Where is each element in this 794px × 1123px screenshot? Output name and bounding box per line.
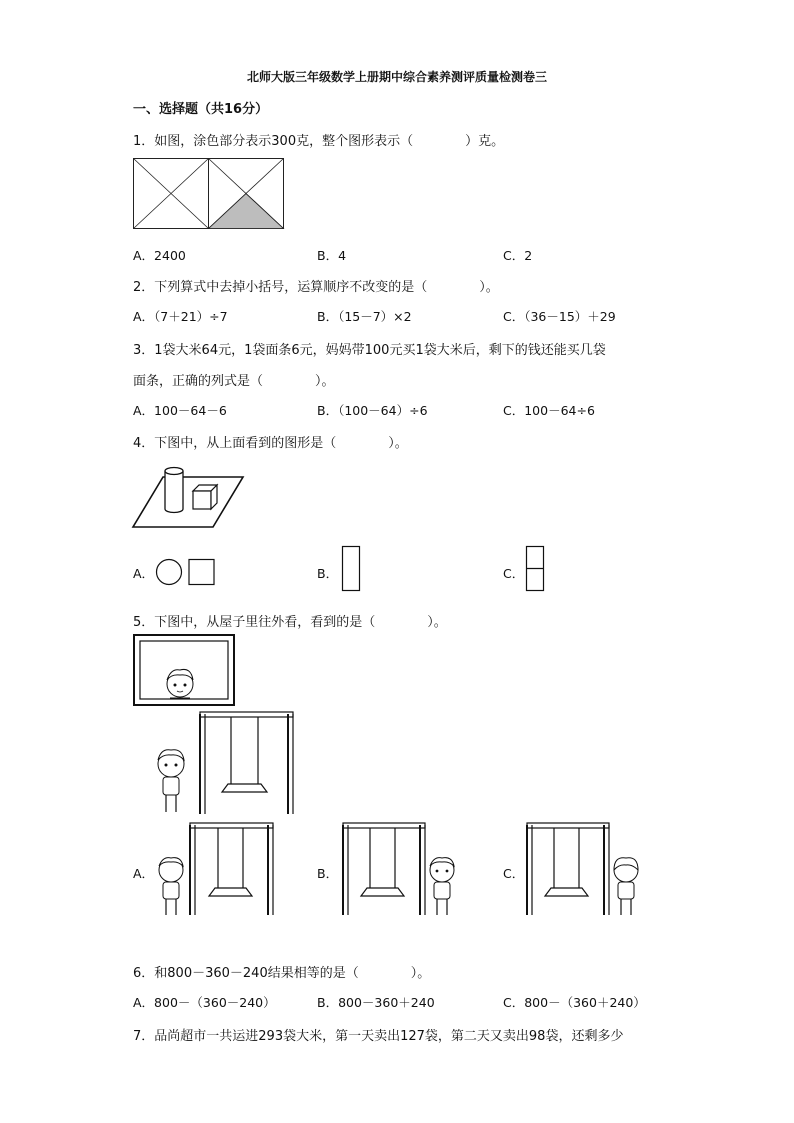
q4-option-b-rectangle-icon xyxy=(341,545,363,593)
q1-rectangle-figure xyxy=(133,158,285,230)
q5-window-and-swing-scene xyxy=(133,634,303,820)
q1-option-a: A．2400 xyxy=(133,248,186,263)
question-1-stem: 1．如图，涂色部分表示300克，整个图形表示（ ）克。 xyxy=(133,134,505,149)
q5-option-a: A． xyxy=(133,866,155,881)
question-4-stem: 4．下图中，从上面看到的图形是（ ）。 xyxy=(133,436,408,451)
q4-option-c-split-rectangle-icon xyxy=(525,545,547,593)
page-title: 北师大版三年级数学上册期中综合素养测评质量检测卷三 xyxy=(246,70,547,84)
q4-solids-on-plane-figure xyxy=(133,463,245,529)
question-7-stem: 7．品尚超市一共运进293袋大米，第一天卖出127袋，第二天又卖出98袋，还剩多少 xyxy=(133,1029,624,1044)
q4-option-c: C． xyxy=(503,566,525,581)
question-2-stem: 2．下列算式中去掉小括号，运算顺序不改变的是（ ）。 xyxy=(133,280,499,295)
q3-option-c: C．100－64÷6 xyxy=(503,403,595,418)
q5-option-b-child-right-of-swing-facing xyxy=(340,820,465,920)
q5-option-a-child-left-of-swing xyxy=(148,820,278,920)
q3-option-b: B．（100－64）÷6 xyxy=(317,403,428,418)
q4-option-a-circle-square-icon xyxy=(156,558,218,586)
q3-option-a: A．100－64－6 xyxy=(133,403,227,418)
q1-option-b: B．4 xyxy=(317,248,347,263)
section-heading: 一、选择题（共16分） xyxy=(133,102,269,117)
question-3-stem-line1: 3．1袋大米64元，1袋面条6元，妈妈带100元买1袋大米后，剩下的钱还能买几袋 xyxy=(133,343,606,358)
q6-option-b: B．800－360＋240 xyxy=(317,995,435,1010)
q4-option-a: A． xyxy=(133,566,155,581)
q5-option-c: C． xyxy=(503,866,525,881)
q6-option-a: A．800－（360－240） xyxy=(133,995,276,1010)
q2-option-a: A．（7＋21）÷7 xyxy=(133,309,228,324)
q6-option-c: C．800－（360＋240） xyxy=(503,995,646,1010)
q5-option-c-child-right-of-swing-back xyxy=(524,820,649,920)
q5-option-b: B． xyxy=(317,866,339,881)
question-6-stem: 6．和800－360－240结果相等的是（ ）。 xyxy=(133,966,431,981)
question-5-stem: 5．下图中，从屋子里往外看，看到的是（ ）。 xyxy=(133,615,447,630)
q1-option-c: C．2 xyxy=(503,248,533,263)
q2-option-b: B．（15－7）×2 xyxy=(317,309,412,324)
q2-option-c: C．（36－15）＋29 xyxy=(503,309,616,324)
question-3-stem-line2: 面条，正确的列式是（ ）。 xyxy=(133,374,335,389)
q4-option-b: B． xyxy=(317,566,339,581)
